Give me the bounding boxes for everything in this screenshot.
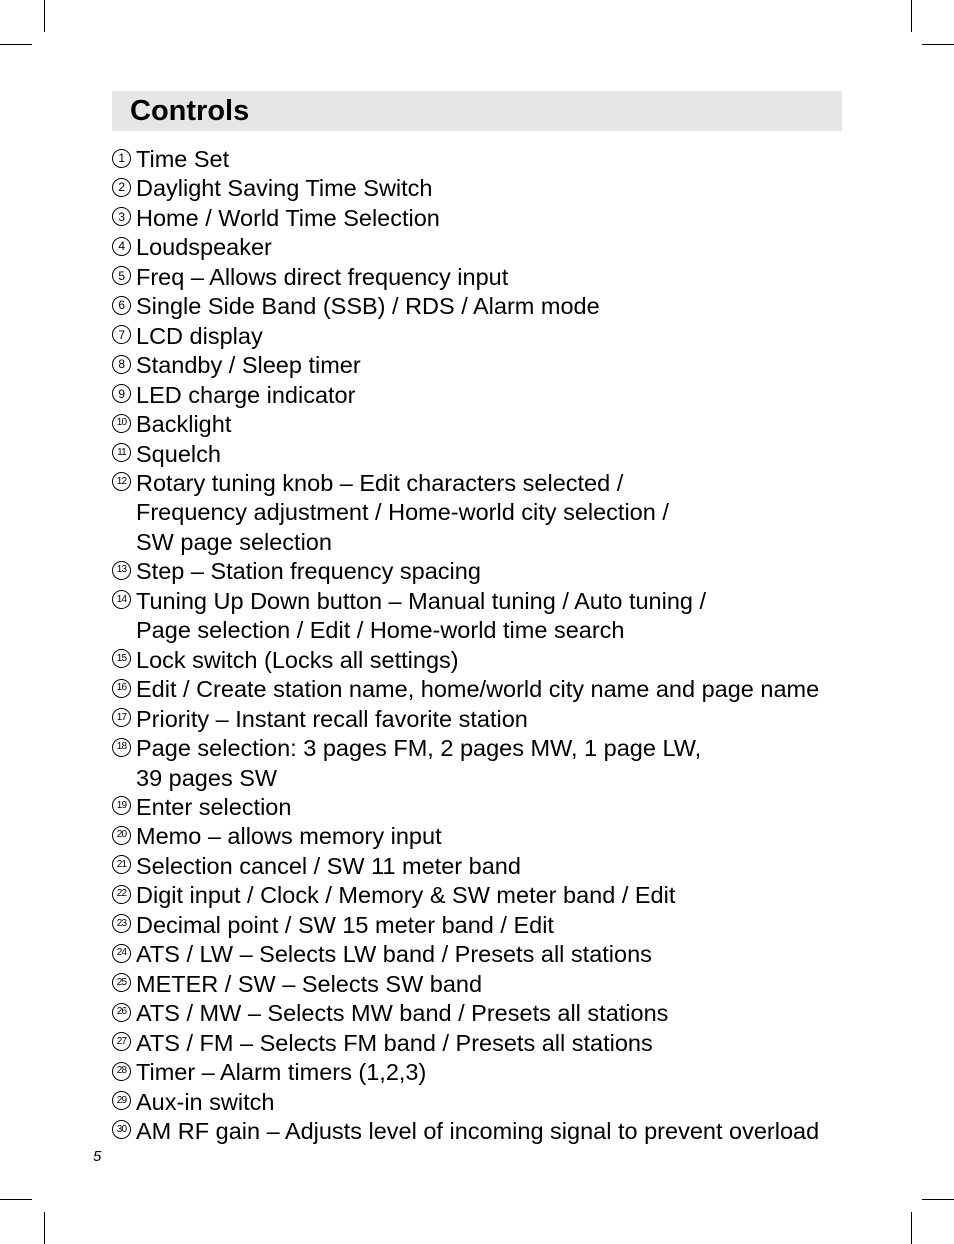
control-description: [136, 204, 440, 233]
control-item: [112, 1088, 852, 1117]
control-item: [112, 881, 852, 910]
control-description: [136, 1058, 426, 1087]
control-description: [136, 1029, 653, 1058]
control-item: [112, 381, 852, 410]
crop-mark: [44, 1212, 45, 1244]
control-item: [112, 675, 852, 704]
circled-number-label: 21: [112, 855, 131, 874]
control-description-line: Timer – Alarm timers (1,2,3): [136, 1059, 427, 1086]
control-description-line: Lock switch (Locks all settings): [136, 646, 459, 673]
crop-mark: [44, 0, 45, 32]
control-description-line: Enter selection: [136, 793, 292, 820]
circled-number-label: 15: [112, 649, 131, 668]
circled-number-label: 5: [112, 266, 131, 285]
circled-number: [112, 381, 136, 410]
control-description-line: Freq – Allows direct frequency input: [136, 263, 509, 290]
circled-number-label: 14: [112, 590, 131, 609]
control-description: [136, 469, 669, 557]
control-item: [112, 970, 852, 999]
circled-number: [112, 322, 136, 351]
circled-number: [112, 1088, 136, 1117]
circled-number-label: 29: [112, 1091, 131, 1110]
circled-number-label: 10: [112, 414, 131, 433]
circled-number-label: 7: [112, 325, 131, 344]
control-description-line: SW page selection: [136, 528, 332, 555]
control-item: [112, 174, 852, 203]
circled-number: [112, 292, 136, 321]
circled-number: [112, 1029, 136, 1058]
control-description: [136, 322, 263, 351]
control-description: [136, 1117, 819, 1146]
control-description: [136, 675, 819, 704]
control-item: [112, 145, 852, 174]
circled-number-label: 30: [112, 1120, 131, 1139]
control-description-line: METER / SW – Selects SW band: [136, 970, 483, 997]
control-description-line: Rotary tuning knob – Edit characters selected /: [136, 469, 624, 496]
control-description: [136, 174, 432, 203]
control-item: [112, 852, 852, 881]
control-description-line: Frequency adjustment / Home-world city selection /: [136, 499, 669, 526]
control-description-line: Edit / Create station name, home/world city name and page name: [136, 676, 820, 703]
crop-mark: [922, 1199, 954, 1200]
control-description: [136, 292, 600, 321]
control-description-line: Page selection / Edit / Home-world time search: [136, 617, 625, 644]
control-item: [112, 705, 852, 734]
control-description-line: Standby / Sleep timer: [136, 352, 361, 379]
control-description-line: Digit input / Clock / Memory & SW meter band / Edit: [136, 882, 676, 909]
control-description: [136, 410, 231, 439]
control-description-line: Page selection: 3 pages FM, 2 pages MW, 1 page LW,: [136, 735, 702, 762]
control-description-line: AM RF gain – Adjusts level of incoming signal to prevent overload: [136, 1117, 820, 1144]
control-description: [136, 557, 481, 586]
control-item: [112, 793, 852, 822]
circled-number-label: 17: [112, 708, 131, 727]
circled-number-label: 28: [112, 1062, 131, 1081]
circled-number-label: 27: [112, 1032, 131, 1051]
circled-number-label: 4: [112, 237, 131, 256]
control-description-line: Priority – Instant recall favorite station: [136, 705, 528, 732]
control-description-line: Backlight: [136, 411, 232, 438]
control-description-line: Loudspeaker: [136, 234, 272, 261]
control-description: [136, 263, 508, 292]
control-item: [112, 646, 852, 675]
section-heading-bar: [112, 91, 842, 131]
circled-number: [112, 469, 136, 498]
control-description-line: ATS / FM – Selects FM band / Presets all stations: [136, 1029, 653, 1056]
control-description-line: Step – Station frequency spacing: [136, 558, 481, 585]
circled-number: [112, 940, 136, 969]
control-description-line: Daylight Saving Time Switch: [136, 175, 433, 202]
control-description-line: Time Set: [136, 146, 230, 172]
circled-number-label: 25: [112, 973, 131, 992]
control-description-line: LED charge indicator: [136, 381, 356, 408]
circled-number: [112, 822, 136, 851]
control-description-line: Single Side Band (SSB) / RDS / Alarm mode: [136, 293, 600, 320]
control-item: [112, 822, 852, 851]
control-description-line: LCD display: [136, 322, 263, 349]
control-description: [136, 705, 528, 734]
circled-number-label: 1: [112, 149, 131, 168]
control-description: [136, 734, 701, 793]
circled-number-label: 12: [112, 472, 131, 491]
control-description: [136, 822, 442, 851]
circled-number-label: 19: [112, 796, 131, 815]
circled-number-label: 8: [112, 355, 131, 374]
control-item: [112, 999, 852, 1028]
circled-number: [112, 852, 136, 881]
control-description-line: Decimal point / SW 15 meter band / Edit: [136, 911, 554, 938]
control-description-line: ATS / MW – Selects MW band / Presets all stations: [136, 1000, 669, 1027]
circled-number: [112, 440, 136, 469]
control-item: [112, 587, 852, 646]
circled-number: [112, 263, 136, 292]
circled-number: [112, 351, 136, 380]
circled-number: [112, 970, 136, 999]
circled-number: [112, 999, 136, 1028]
control-description: [136, 351, 361, 380]
control-item: [112, 911, 852, 940]
circled-number: [112, 646, 136, 675]
control-description: [136, 646, 459, 675]
circled-number: [112, 233, 136, 262]
circled-number-label: 2: [112, 178, 131, 197]
circled-number-label: 23: [112, 914, 131, 933]
crop-mark: [0, 1199, 32, 1200]
control-description: [136, 911, 554, 940]
circled-number: [112, 793, 136, 822]
control-item: [112, 734, 852, 793]
control-description: [136, 999, 668, 1028]
control-description: [136, 381, 355, 410]
circled-number: [112, 557, 136, 586]
control-description-line: Tuning Up Down button – Manual tuning / Auto tuning /: [136, 587, 707, 614]
control-item: [112, 440, 852, 469]
control-description: [136, 852, 521, 881]
control-description: [136, 587, 706, 646]
control-item: [112, 1029, 852, 1058]
circled-number: [112, 174, 136, 203]
control-description: [136, 440, 221, 469]
circled-number-label: 13: [112, 561, 131, 580]
controls-list: [112, 145, 852, 1146]
circled-number: [112, 145, 136, 174]
circled-number: [112, 911, 136, 940]
control-item: [112, 204, 852, 233]
circled-number: [112, 410, 136, 439]
circled-number-label: 24: [112, 944, 131, 963]
control-item: [112, 940, 852, 969]
control-description: [136, 145, 229, 174]
control-item: [112, 557, 852, 586]
control-description-line: Squelch: [136, 440, 221, 467]
crop-mark: [922, 44, 954, 45]
page-number: 5: [93, 1148, 102, 1165]
circled-number: [112, 734, 136, 763]
circled-number: [112, 587, 136, 616]
control-description: [136, 881, 675, 910]
crop-mark: [911, 1212, 912, 1244]
circled-number: [112, 1117, 136, 1146]
control-item: [112, 469, 852, 557]
section-heading: Controls: [130, 95, 250, 127]
control-description: [136, 1088, 274, 1117]
control-description: [136, 793, 291, 822]
control-item: [112, 1058, 852, 1087]
control-description-line: Memo – allows memory input: [136, 823, 442, 850]
control-item: [112, 322, 852, 351]
circled-number-label: 18: [112, 738, 131, 757]
circled-number: [112, 705, 136, 734]
crop-mark: [911, 0, 912, 32]
control-description-line: Aux-in switch: [136, 1088, 275, 1115]
circled-number: [112, 1058, 136, 1087]
circled-number: [112, 204, 136, 233]
control-description-line: Home / World Time Selection: [136, 204, 440, 231]
control-description: [136, 970, 482, 999]
control-item: [112, 292, 852, 321]
circled-number: [112, 881, 136, 910]
circled-number-label: 22: [112, 885, 131, 904]
circled-number-label: 16: [112, 679, 131, 698]
crop-mark: [0, 44, 32, 45]
control-item: [112, 351, 852, 380]
control-item: [112, 233, 852, 262]
control-description-line: ATS / LW – Selects LW band / Presets all stations: [136, 941, 652, 968]
control-description: [136, 940, 652, 969]
circled-number-label: 3: [112, 207, 131, 226]
circled-number-label: 26: [112, 1003, 131, 1022]
control-description-line: Selection cancel / SW 11 meter band: [136, 852, 521, 879]
control-description: [136, 233, 272, 262]
control-item: [112, 263, 852, 292]
circled-number-label: 11: [112, 443, 131, 462]
circled-number: [112, 675, 136, 704]
control-description-line: 39 pages SW: [136, 764, 278, 791]
control-item: [112, 1117, 852, 1146]
circled-number-label: 20: [112, 826, 131, 845]
circled-number-label: 6: [112, 296, 131, 315]
control-item: [112, 410, 852, 439]
circled-number-label: 9: [112, 384, 131, 403]
